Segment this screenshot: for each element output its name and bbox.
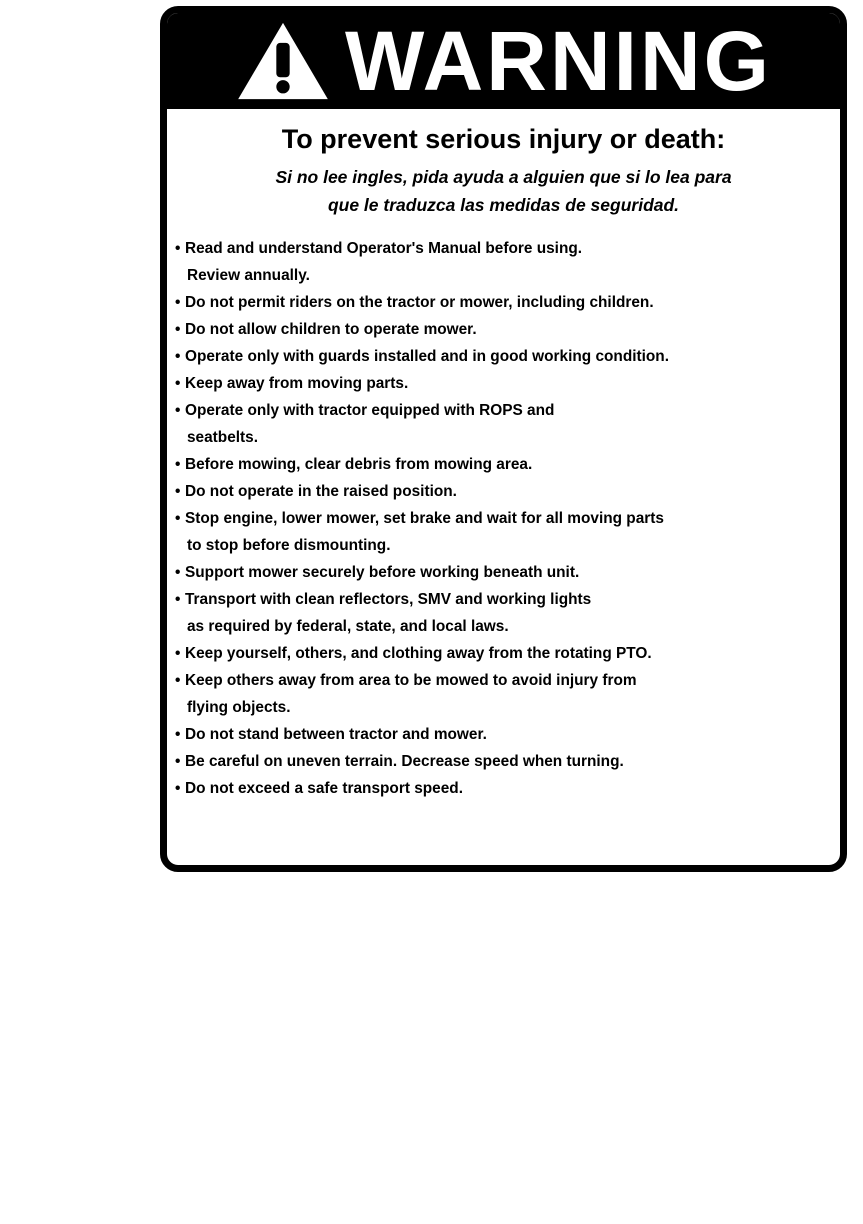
safety-rule-line: flying objects. [187,699,291,716]
safety-rule-line: • Read and understand Operator's Manual before using. [185,240,583,257]
safety-rule [175,397,835,451]
safety-rule [175,775,835,802]
warning-header [167,13,840,109]
safety-rule [175,370,835,397]
safety-rule-line: • Operate only with tractor equipped with ROPS and [185,402,555,419]
spanish-instruction [167,163,840,219]
safety-rule [175,586,835,640]
safety-rule-line: • Keep away from moving parts. [185,375,409,392]
safety-rule-line: • Stop engine, lower mower, set brake and wait for all moving parts [185,510,664,527]
safety-rule [175,505,835,559]
safety-rule-line: • Be careful on uneven terrain. Decrease speed when turning. [185,753,624,770]
safety-rule-line: • Do not permit riders on the tractor or mower, including children. [185,294,654,311]
spanish-line: que le traduzca las medidas de seguridad. [327,195,680,215]
safety-rule [175,559,835,586]
safety-rule-line: Review annually. [187,267,310,284]
safety-rule [175,316,835,343]
safety-rule [175,235,835,289]
safety-rule-line: • Operate only with guards installed and in good working condition. [185,348,669,365]
safety-heading: To prevent serious injury or death: [281,124,726,154]
safety-rule-line: • Before mowing, clear debris from mowing area. [185,456,533,473]
safety-rule [175,640,835,667]
safety-rule-line: • Do not operate in the raised position. [185,483,457,500]
safety-rules-list [175,235,835,802]
safety-rule [175,721,835,748]
safety-rule [175,748,835,775]
safety-rule-line: • Keep yourself, others, and clothing away from the rotating PTO. [185,645,652,662]
safety-rule-line: to stop before dismounting. [187,537,391,554]
safety-rule [175,343,835,370]
signal-word: WARNING [345,14,772,108]
safety-rule-line: as required by federal, state, and local laws. [187,618,509,635]
safety-rule-line: • Do not allow children to operate mower. [185,321,477,338]
safety-rule [175,667,835,721]
safety-rule [175,289,835,316]
safety-rule-line: • Keep others away from area to be mowed to avoid injury from [185,672,637,689]
spanish-line: Si no lee ingles, pida ayuda a alguien que si lo lea para [275,167,732,187]
safety-rule-line: • Support mower securely before working beneath unit. [185,564,580,581]
safety-rule-line: • Transport with clean reflectors, SMV and working lights [185,591,592,608]
safety-rule [175,451,835,478]
safety-rule-line: • Do not stand between tractor and mower. [185,726,487,743]
exclamation-triangle-icon [235,20,331,102]
safety-rule [175,478,835,505]
safety-rule-line: • Do not exceed a safe transport speed. [185,780,463,797]
safety-rule-line: seatbelts. [187,429,259,446]
warning-label [160,6,847,872]
